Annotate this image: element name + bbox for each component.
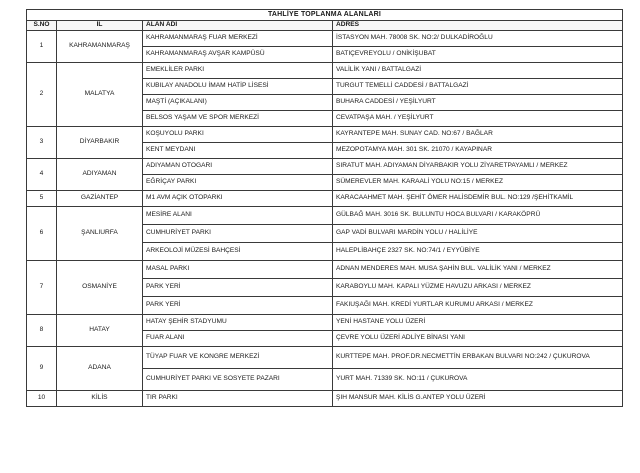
table-row xyxy=(27,191,623,207)
cell-adres: VALİLİK YANI / BATTALGAZİ xyxy=(333,63,623,79)
cell-adres: BATIÇEVREYOLU / ONİKİŞUBAT xyxy=(333,47,623,63)
cell-il: OSMANİYE xyxy=(57,261,143,315)
table-row xyxy=(27,63,623,79)
cell-alan-adi: KENT MEYDANI xyxy=(143,143,333,159)
cell-alan-adi: M1 AVM AÇIK OTOPARKI xyxy=(143,191,333,207)
cell-adres: FAKIUŞAĞI MAH. KREDİ YURTLAR KURUMU ARKASI / MERKEZ xyxy=(333,297,623,315)
cell-alan-adi: FUAR ALANI xyxy=(143,331,333,347)
cell-il: HATAY xyxy=(57,315,143,347)
cell-alan-adi: ARKEOLOJİ MÜZESİ BAHÇESİ xyxy=(143,243,333,261)
cell-sno: 2 xyxy=(27,63,57,127)
cell-sno: 9 xyxy=(27,347,57,391)
cell-alan-adi: KUBILAY ANADOLU İMAM HATİP LİSESİ xyxy=(143,79,333,95)
cell-alan-adi: ADIYAMAN OTOGARI xyxy=(143,159,333,175)
header-alan-adi: ALAN ADI xyxy=(143,21,333,31)
cell-adres: CEVATPAŞA MAH. / YEŞİLYURT xyxy=(333,111,623,127)
cell-alan-adi: MASAL PARKI xyxy=(143,261,333,279)
cell-sno: 7 xyxy=(27,261,57,315)
cell-il: GAZİANTEP xyxy=(57,191,143,207)
cell-adres: İSTASYON MAH. 78008 SK. NO:2/ DULKADİROĞLU xyxy=(333,31,623,47)
cell-il: ŞANLIURFA xyxy=(57,207,143,261)
cell-sno: 6 xyxy=(27,207,57,261)
table-body xyxy=(27,31,623,407)
cell-alan-adi: KAHRAMANMARAŞ FUAR MERKEZİ xyxy=(143,31,333,47)
cell-adres: YENİ HASTANE YOLU ÜZERİ xyxy=(333,315,623,331)
table-row xyxy=(27,207,623,225)
table-row xyxy=(27,315,623,331)
cell-il: KAHRAMANMARAŞ xyxy=(57,31,143,63)
table-row xyxy=(27,31,623,47)
cell-il: ADIYAMAN xyxy=(57,159,143,191)
table-row xyxy=(27,127,623,143)
cell-alan-adi: KAHRAMANMARAŞ AVŞAR KAMPÜSÜ xyxy=(143,47,333,63)
cell-adres: BUHARA CADDESİ / YEŞİLYURT xyxy=(333,95,623,111)
cell-sno: 8 xyxy=(27,315,57,347)
cell-sno: 3 xyxy=(27,127,57,159)
cell-sno: 4 xyxy=(27,159,57,191)
cell-adres: YURT MAH. 71339 SK. NO:11 / ÇUKUROVA xyxy=(333,369,623,391)
cell-adres: SÜMEREVLER MAH. KARAALİ YOLU NO:15 / MERKEZ xyxy=(333,175,623,191)
table-title: TAHLİYE TOPLANMA ALANLARI xyxy=(27,10,623,21)
cell-il: DİYARBAKIR xyxy=(57,127,143,159)
cell-alan-adi: CUMHURİYET PARKI xyxy=(143,225,333,243)
cell-il: MALATYA xyxy=(57,63,143,127)
cell-alan-adi: TIR PARKI xyxy=(143,391,333,407)
cell-adres: KURTTEPE MAH. PROF.DR.NECMETTİN ERBAKAN BULVARI NO:242 / ÇUKUROVA xyxy=(333,347,623,369)
cell-adres: KARABOYLU MAH. KAPALI YÜZME HAVUZU ARKASI / MERKEZ xyxy=(333,279,623,297)
cell-sno: 10 xyxy=(27,391,57,407)
cell-alan-adi: MESİRE ALANI xyxy=(143,207,333,225)
cell-alan-adi: PARK YERİ xyxy=(143,279,333,297)
table-row xyxy=(27,261,623,279)
cell-adres: ÇEVRE YOLU ÜZERİ ADLİYE BİNASI YANI xyxy=(333,331,623,347)
table-row xyxy=(27,347,623,369)
evacuation-areas-sheet xyxy=(26,9,622,407)
cell-adres: MEZOPOTAMYA MAH. 301 SK. 21070 / KAYAPINAR xyxy=(333,143,623,159)
header-il: İL xyxy=(57,21,143,31)
cell-alan-adi: EMEKLİLER PARKI xyxy=(143,63,333,79)
table-row xyxy=(27,159,623,175)
table-row xyxy=(27,391,623,407)
cell-sno: 1 xyxy=(27,31,57,63)
cell-sno: 5 xyxy=(27,191,57,207)
cell-alan-adi: KOŞUYOLU PARKI xyxy=(143,127,333,143)
cell-il: KİLİS xyxy=(57,391,143,407)
header-adres: ADRES xyxy=(333,21,623,31)
cell-alan-adi: TÜYAP FUAR VE KONGRE MERKEZİ xyxy=(143,347,333,369)
cell-adres: GAP VADİ BULVARI MARDİN YOLU / HALİLİYE xyxy=(333,225,623,243)
cell-alan-adi: HATAY ŞEHİR STADYUMU xyxy=(143,315,333,331)
cell-alan-adi: CUMHURİYET PARKI VE SOSYETE PAZARI xyxy=(143,369,333,391)
cell-alan-adi: EĞRİÇAY PARKI xyxy=(143,175,333,191)
cell-adres: KAYRANTEPE MAH. SUNAY CAD. NO:67 / BAĞLAR xyxy=(333,127,623,143)
cell-alan-adi: MAŞTİ (AÇIKALANI) xyxy=(143,95,333,111)
cell-adres: ŞIH MANSUR MAH. KİLİS G.ANTEP YOLU ÜZERİ xyxy=(333,391,623,407)
cell-adres: HALEPLİBAHÇE 2327 SK. NO:74/1 / EYYÜBİYE xyxy=(333,243,623,261)
cell-adres: GÜLBAĞ MAH. 3016 SK. BULUNTU HOCA BULVARI / KARAKÖPRÜ xyxy=(333,207,623,225)
cell-adres: TURGUT TEMELLİ CADDESİ / BATTALGAZİ xyxy=(333,79,623,95)
cell-il: ADANA xyxy=(57,347,143,391)
cell-alan-adi: BELSOS YAŞAM VE SPOR MERKEZİ xyxy=(143,111,333,127)
cell-alan-adi: PARK YERİ xyxy=(143,297,333,315)
header-sno: S.NO xyxy=(27,21,57,31)
evacuation-table xyxy=(26,9,623,407)
cell-adres: SIRATUT MAH. ADIYAMAN DİYARBAKIR YOLU ZİYARETPAYAMLI / MERKEZ xyxy=(333,159,623,175)
cell-adres: ADNAN MENDERES MAH. MUSA ŞAHİN BUL. VALİLİK YANI / MERKEZ xyxy=(333,261,623,279)
cell-adres: KARACAAHMET MAH. ŞEHİT ÖMER HALİSDEMİR BUL. NO:129 /ŞEHİTKAMİL xyxy=(333,191,623,207)
